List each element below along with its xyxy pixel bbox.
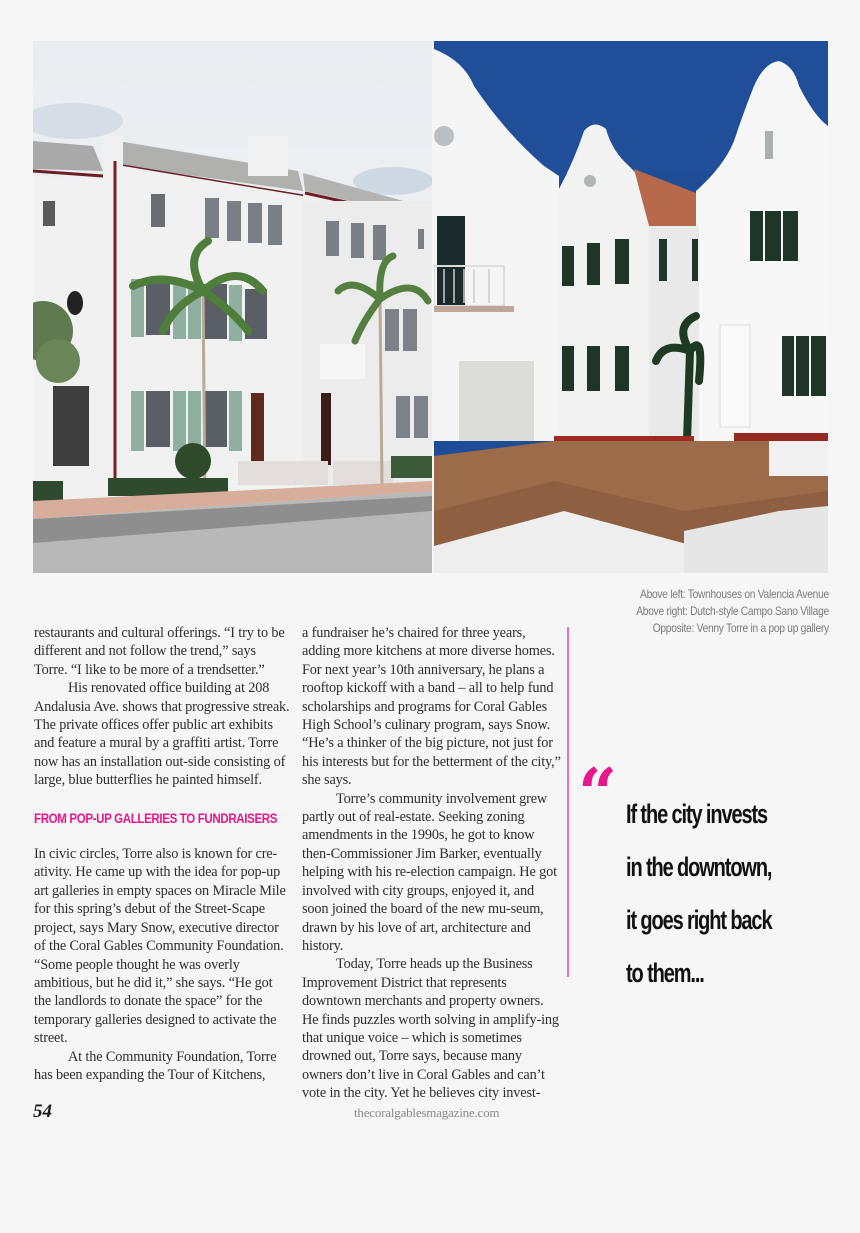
paragraph: Torre’s community involvement grew partly out of real-estate. Seeking zoning amendments in the 1990s, he got to know then-Commissioner Jim Barker, eventually helping with his re-election campaign. He got involved with city groups, enjoyed it, and soon joined the board of the new mu-seum, drawn by his love of art, architecture and history. xyxy=(302,790,557,954)
caption-line: Opposite: Venny Torre in a pop up gallery xyxy=(652,622,829,635)
pullquote-divider xyxy=(567,627,569,977)
section-subheading: FROM POP-UP GALLERIES TO FUNDRAISERS xyxy=(34,810,278,826)
pull-quote-line: to them... xyxy=(626,958,704,988)
page-number: 54 xyxy=(33,1101,52,1122)
pull-quote-line: If the city invests xyxy=(626,799,768,829)
pull-quote-text xyxy=(626,788,804,1000)
caption-line: Above left: Townhouses on Valencia Avenue xyxy=(640,588,829,601)
paragraph: His renovated office building at 208 Andalusia Ave. shows that progressive streak. The private offices offer public art exhibits and feature a mural by a graffiti artist. Torre now has an installation out-side consisting of large, blue butterflies he painted himself. xyxy=(34,680,290,789)
photo-caption xyxy=(636,586,829,637)
photo-campo-sano-village xyxy=(434,41,828,573)
paragraph: Today, Torre heads up the Business Improvement District that represents downtown merchants and property owners. He finds puzzles worth solving in amplify-ing that unique voice – which is sometimes drowned out, Torre says, because many owners don’t live in Coral Gables and can’t vote in the city. Yet he believes city invest- xyxy=(302,956,559,1102)
dutch-gable-houses-illustration xyxy=(434,41,828,573)
magazine-url: thecoralgablesmagazine.com xyxy=(354,1105,500,1120)
paragraph: In civic circles, Torre also is known for cre-ativity. He came up with the idea for pop-up art galleries in empty spaces on Miracle Mile for this spring’s debut of the Street-Scape project, says Mary Snow, executive director of the Coral Gables Community Foundation. “Some people thought he was overly ambitious, but he did it,” she says. “He got the landlords to donate the space” for the temporary galleries designed to activate the street. xyxy=(34,846,286,1047)
article-column-1 xyxy=(34,624,290,1084)
paragraph: a fundraiser he’s chaired for three years, adding more kitchens at more diverse homes. For next year’s 10th anniversary, he plans a rooftop kickoff with a band – all to help fund scholarships and programs for Coral Gables High School’s culinary program, says Snow. “He’s a thinker of the big picture, not just for his interests but for the betterment of the city,” she says. xyxy=(302,625,561,789)
paragraph: restaurants and cultural offerings. “I try to be different and not follow the trend,” says Torre. “I like to be more of a trendsetter.” xyxy=(34,625,285,678)
photo-townhouses-valencia xyxy=(33,41,432,573)
pull-quote-line: it goes right back xyxy=(626,905,772,935)
quote-mark-icon: “ xyxy=(578,754,610,834)
caption-line: Above right: Dutch-style Campo Sano Village xyxy=(636,605,829,618)
townhouses-illustration xyxy=(33,41,432,573)
article-column-2 xyxy=(302,624,562,1103)
paragraph: At the Community Foundation, Torre has been expanding the Tour of Kitchens, xyxy=(34,1048,277,1083)
pull-quote-line: in the downtown, xyxy=(626,852,772,882)
